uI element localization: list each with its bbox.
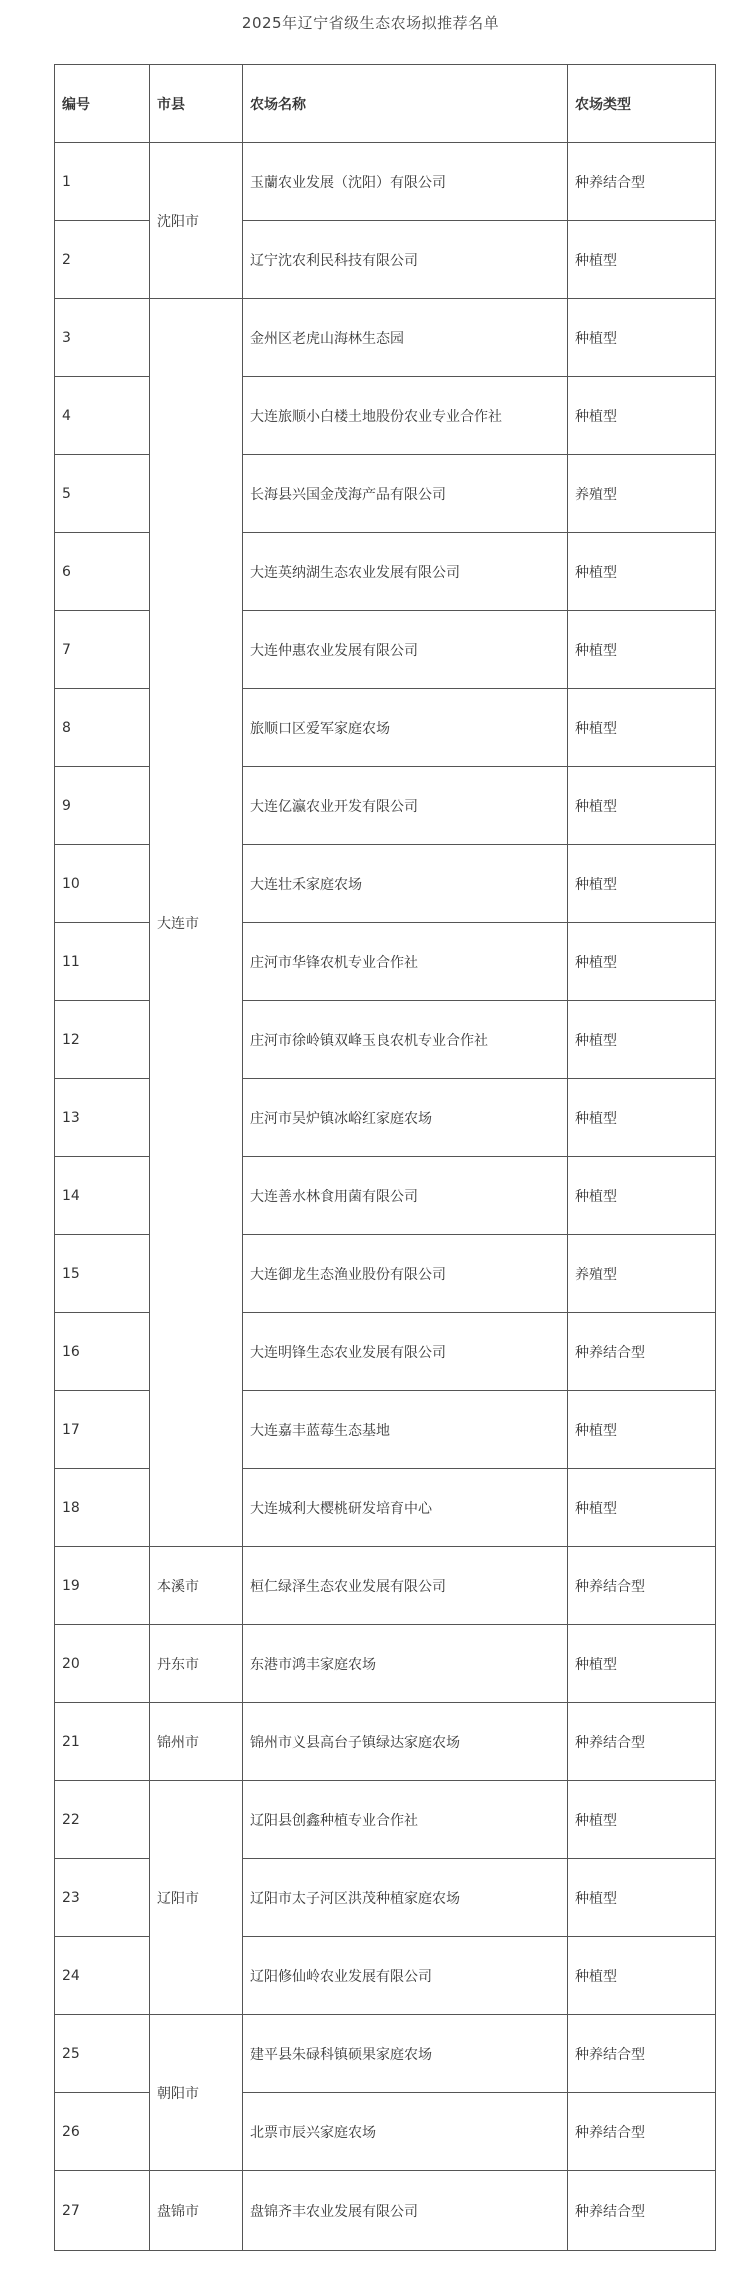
cell-city: 朝阳市: [150, 2015, 243, 2171]
cell-city: 辽阳市: [150, 1781, 243, 2015]
cell-number: 23: [55, 1859, 150, 1937]
cell-number: 11: [55, 923, 150, 1001]
cell-farm-type: 种养结合型: [568, 143, 716, 221]
cell-city: 丹东市: [150, 1625, 243, 1703]
cell-farm-type: 种植型: [568, 611, 716, 689]
cell-number: 8: [55, 689, 150, 767]
cell-farm-type: 种植型: [568, 767, 716, 845]
cell-farm-name: 辽宁沈农利民科技有限公司: [243, 221, 568, 299]
cell-farm-name: 长海县兴国金茂海产品有限公司: [243, 455, 568, 533]
cell-farm-name: 辽阳修仙岭农业发展有限公司: [243, 1937, 568, 2015]
table-row: [55, 1547, 716, 1625]
table-row: [55, 299, 716, 377]
cell-number: 7: [55, 611, 150, 689]
cell-number: 1: [55, 143, 150, 221]
cell-farm-name: 旅顺口区爱军家庭农场: [243, 689, 568, 767]
cell-farm-type: 种养结合型: [568, 2015, 716, 2093]
cell-farm-type: 种养结合型: [568, 1313, 716, 1391]
cell-farm-type: 种植型: [568, 1391, 716, 1469]
cell-farm-type: 种植型: [568, 377, 716, 455]
cell-city: 大连市: [150, 299, 243, 1547]
cell-number: 3: [55, 299, 150, 377]
cell-number: 16: [55, 1313, 150, 1391]
header-number: 编号: [55, 65, 150, 143]
cell-farm-type: 种养结合型: [568, 2171, 716, 2251]
document-title: 2025年辽宁省级生态农场拟推荐名单: [241, 14, 500, 32]
cell-farm-name: 大连御龙生态渔业股份有限公司: [243, 1235, 568, 1313]
table-row: [55, 2171, 716, 2251]
cell-farm-name: 金州区老虎山海林生态园: [243, 299, 568, 377]
cell-number: 15: [55, 1235, 150, 1313]
cell-farm-type: 种植型: [568, 923, 716, 1001]
cell-number: 17: [55, 1391, 150, 1469]
cell-farm-name: 辽阳市太子河区洪茂种植家庭农场: [243, 1859, 568, 1937]
cell-number: 22: [55, 1781, 150, 1859]
cell-farm-type: 种植型: [568, 1859, 716, 1937]
table-header-row: [55, 65, 716, 143]
cell-number: 21: [55, 1703, 150, 1781]
cell-farm-type: 养殖型: [568, 455, 716, 533]
cell-number: 9: [55, 767, 150, 845]
cell-city: 沈阳市: [150, 143, 243, 299]
cell-number: 10: [55, 845, 150, 923]
cell-farm-name: 桓仁绿泽生态农业发展有限公司: [243, 1547, 568, 1625]
header-farm-type: 农场类型: [568, 65, 716, 143]
cell-number: 26: [55, 2093, 150, 2171]
cell-farm-name: 辽阳县创鑫种植专业合作社: [243, 1781, 568, 1859]
table-row: [55, 1781, 716, 1859]
cell-farm-type: 种植型: [568, 689, 716, 767]
header-city: 市县: [150, 65, 243, 143]
cell-farm-type: 种植型: [568, 1625, 716, 1703]
cell-number: 20: [55, 1625, 150, 1703]
table-row: [55, 2015, 716, 2093]
cell-farm-type: 养殖型: [568, 1235, 716, 1313]
cell-farm-type: 种植型: [568, 1781, 716, 1859]
cell-farm-name: 锦州市义县高台子镇绿达家庭农场: [243, 1703, 568, 1781]
cell-city: 本溪市: [150, 1547, 243, 1625]
header-farm-name: 农场名称: [243, 65, 568, 143]
cell-farm-name: 北票市辰兴家庭农场: [243, 2093, 568, 2171]
table-row: [55, 143, 716, 221]
cell-number: 27: [55, 2171, 150, 2251]
cell-farm-type: 种养结合型: [568, 1547, 716, 1625]
cell-farm-name: 大连壮禾家庭农场: [243, 845, 568, 923]
cell-farm-type: 种植型: [568, 221, 716, 299]
cell-number: 5: [55, 455, 150, 533]
cell-number: 24: [55, 1937, 150, 2015]
cell-farm-name: 大连城利大樱桃研发培育中心: [243, 1469, 568, 1547]
cell-farm-name: 庄河市华锋农机专业合作社: [243, 923, 568, 1001]
farm-list-table: [54, 64, 716, 2251]
table-row: [55, 1625, 716, 1703]
cell-number: 19: [55, 1547, 150, 1625]
cell-farm-name: 大连嘉丰蓝莓生态基地: [243, 1391, 568, 1469]
cell-farm-name: 玉蘭农业发展（沈阳）有限公司: [243, 143, 568, 221]
cell-farm-name: 大连明锋生态农业发展有限公司: [243, 1313, 568, 1391]
cell-farm-name: 盘锦齐丰农业发展有限公司: [243, 2171, 568, 2251]
cell-farm-type: 种植型: [568, 1001, 716, 1079]
cell-farm-name: 庄河市吴炉镇冰峪红家庭农场: [243, 1079, 568, 1157]
cell-farm-type: 种植型: [568, 1469, 716, 1547]
cell-farm-type: 种植型: [568, 1079, 716, 1157]
cell-number: 2: [55, 221, 150, 299]
cell-city: 锦州市: [150, 1703, 243, 1781]
cell-farm-name: 东港市鸿丰家庭农场: [243, 1625, 568, 1703]
cell-city: 盘锦市: [150, 2171, 243, 2251]
cell-number: 6: [55, 533, 150, 611]
cell-number: 25: [55, 2015, 150, 2093]
cell-farm-type: 种养结合型: [568, 1703, 716, 1781]
table-row: [55, 1703, 716, 1781]
cell-farm-name: 大连旅顺小白楼土地股份农业专业合作社: [243, 377, 568, 455]
cell-farm-type: 种养结合型: [568, 2093, 716, 2171]
cell-farm-name: 大连亿瀛农业开发有限公司: [243, 767, 568, 845]
cell-farm-name: 大连善水林食用菌有限公司: [243, 1157, 568, 1235]
cell-farm-type: 种植型: [568, 1937, 716, 2015]
cell-farm-name: 大连仲惠农业发展有限公司: [243, 611, 568, 689]
cell-number: 14: [55, 1157, 150, 1235]
cell-number: 13: [55, 1079, 150, 1157]
cell-farm-name: 庄河市徐岭镇双峰玉良农机专业合作社: [243, 1001, 568, 1079]
table-body: [55, 143, 716, 2251]
cell-number: 4: [55, 377, 150, 455]
cell-number: 12: [55, 1001, 150, 1079]
cell-farm-type: 种植型: [568, 299, 716, 377]
cell-farm-type: 种植型: [568, 1157, 716, 1235]
cell-farm-type: 种植型: [568, 845, 716, 923]
cell-number: 18: [55, 1469, 150, 1547]
cell-farm-type: 种植型: [568, 533, 716, 611]
cell-farm-name: 大连英纳湖生态农业发展有限公司: [243, 533, 568, 611]
cell-farm-name: 建平县朱碌科镇硕果家庭农场: [243, 2015, 568, 2093]
